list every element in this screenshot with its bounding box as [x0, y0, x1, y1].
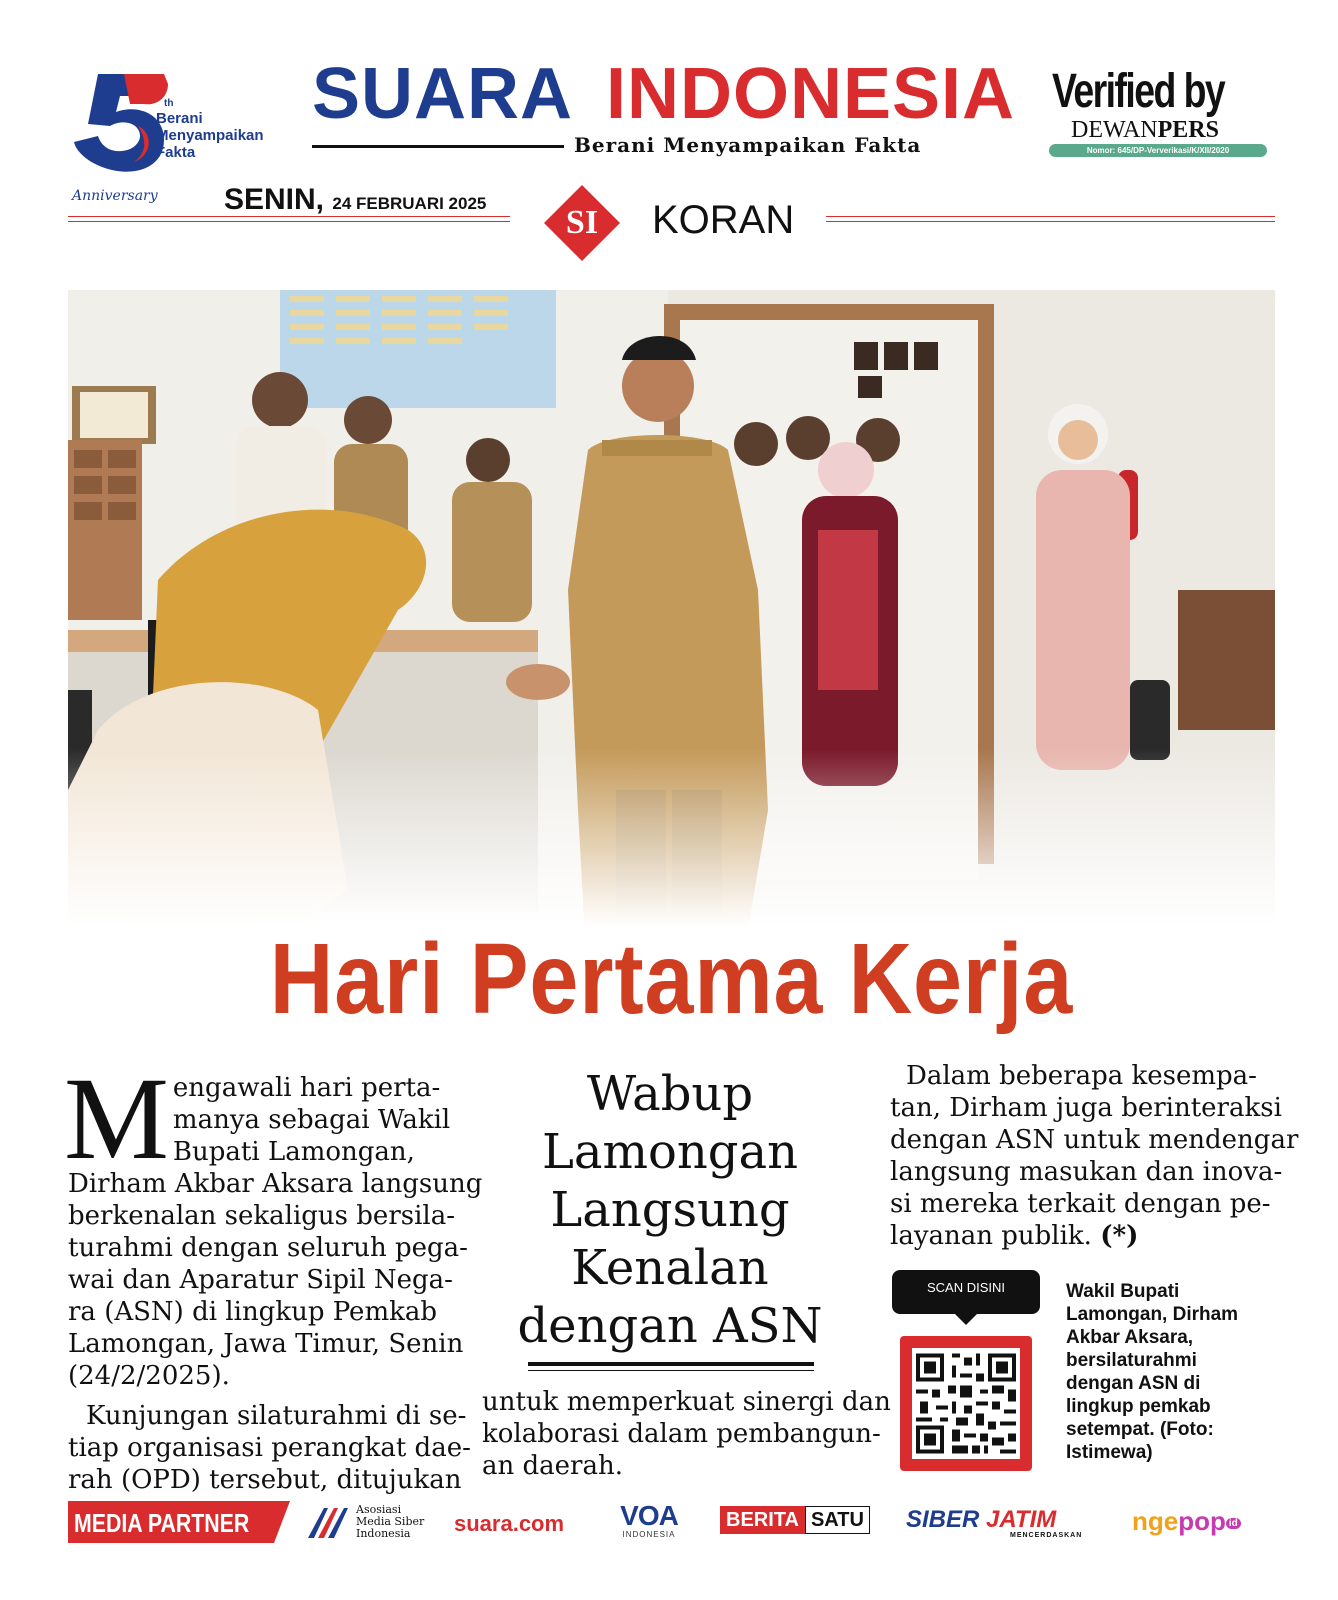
scan-arrow-icon	[954, 1313, 978, 1325]
main-photo	[68, 290, 1275, 1030]
subhead-rule-thin	[528, 1370, 814, 1371]
si-logo-text: SI	[565, 204, 599, 241]
verified-badge	[1052, 65, 1272, 162]
verification-number: Nomor: 645/DP-Ververikasi/K/XII/2020	[1049, 144, 1267, 157]
qr-code[interactable]	[900, 1336, 1032, 1471]
media-partner-label-wrap	[68, 1501, 290, 1543]
photo-caption: Wakil Bupati Lamongan, Dirham Akbar Aksara, bersilaturahmi dengan ASN di lingkup pemkab setempat. (Foto: Istimewa)	[1066, 1281, 1239, 1463]
article-column-3: Dalam beberapa kesempa- tan, Dirham juga berinteraksi dengan ASN untuk mendengar langsung masukan dan inova- si mereka terkait dengan pe- layanan publik. (*)	[890, 1061, 1299, 1251]
photo-illustration	[68, 290, 1275, 1030]
header-rule-left	[68, 216, 510, 217]
partner-siberjatim[interactable]: SIBER JATIM	[906, 1506, 1057, 1533]
si-logo-icon	[544, 185, 620, 261]
masthead-suara: SUARA	[312, 54, 574, 134]
day: SENIN,	[224, 183, 325, 216]
header-rule-right	[826, 216, 1275, 217]
article-column-2: untuk memperkuat sinergi dan kolaborasi dalam pembangun- an daerah.	[482, 1387, 891, 1481]
partner-beritasatu[interactable]: BERITA SATU	[720, 1509, 870, 1539]
partner-ngepop[interactable]: ngepop id	[1132, 1506, 1241, 1537]
subhead-rule	[528, 1362, 814, 1366]
partner-voa[interactable]: VOA INDONESIA	[620, 1500, 678, 1539]
amsi-logo-icon	[306, 1504, 352, 1540]
masthead-rule	[312, 145, 564, 148]
partner-suara[interactable]: suara.com	[454, 1511, 565, 1536]
article-column-1: M engawali hari perta- manya sebagai Wakil Bupati Lamongan, Dirham Akbar Aksara langsung berkenalan sekaligus bersila- turahmi dengan seluruh pega- wai dan Aparatur Sipil Nega- ra (ASN) di lingkup Pemkab Lamongan, Jawa Timur, Senin (24/2/2025). Kunjungan silaturahmi di se- tiap organisasi perangkat dae- rah (OPD) tersebut, ditujukan	[64, 1053, 483, 1495]
drop-cap: M	[64, 1053, 169, 1184]
anniversary-suffix: th	[164, 98, 174, 109]
date: 24 FEBRUARI 2025	[332, 194, 487, 213]
masthead-tagline: Berani Menyampaikan Fakta	[574, 133, 922, 157]
anniversary-slogan: Berani Menyampaikan Fakta	[156, 110, 264, 161]
verified-title: Verified by	[1052, 65, 1225, 118]
masthead-indonesia: INDONESIA	[606, 54, 1016, 134]
subheadline: Wabup Lamongan Langsung Kenalan dengan ASN	[517, 1066, 823, 1354]
masthead	[312, 54, 1032, 158]
header-rule-left-2	[68, 221, 510, 222]
media-partner-label: MEDIA PARTNER	[74, 1508, 250, 1538]
end-mark: (*)	[1100, 1221, 1139, 1251]
qr-code-icon	[912, 1348, 1020, 1459]
section-name: KORAN	[652, 198, 795, 242]
partner-siberjatim-sub: MENCERDASKAN	[1010, 1532, 1083, 1539]
anniversary-script: Anniversary	[72, 188, 158, 204]
header-rule-right-2	[826, 221, 1275, 222]
dateline	[224, 183, 486, 217]
dewan-pers: DEWANPERS	[1070, 117, 1219, 143]
partner-amsi[interactable]: Asosiasi Media Siber Indonesia	[306, 1504, 426, 1544]
headline: Hari Pertama Kerja	[269, 923, 1074, 1035]
scan-label: SCAN DISINI	[892, 1270, 1040, 1314]
